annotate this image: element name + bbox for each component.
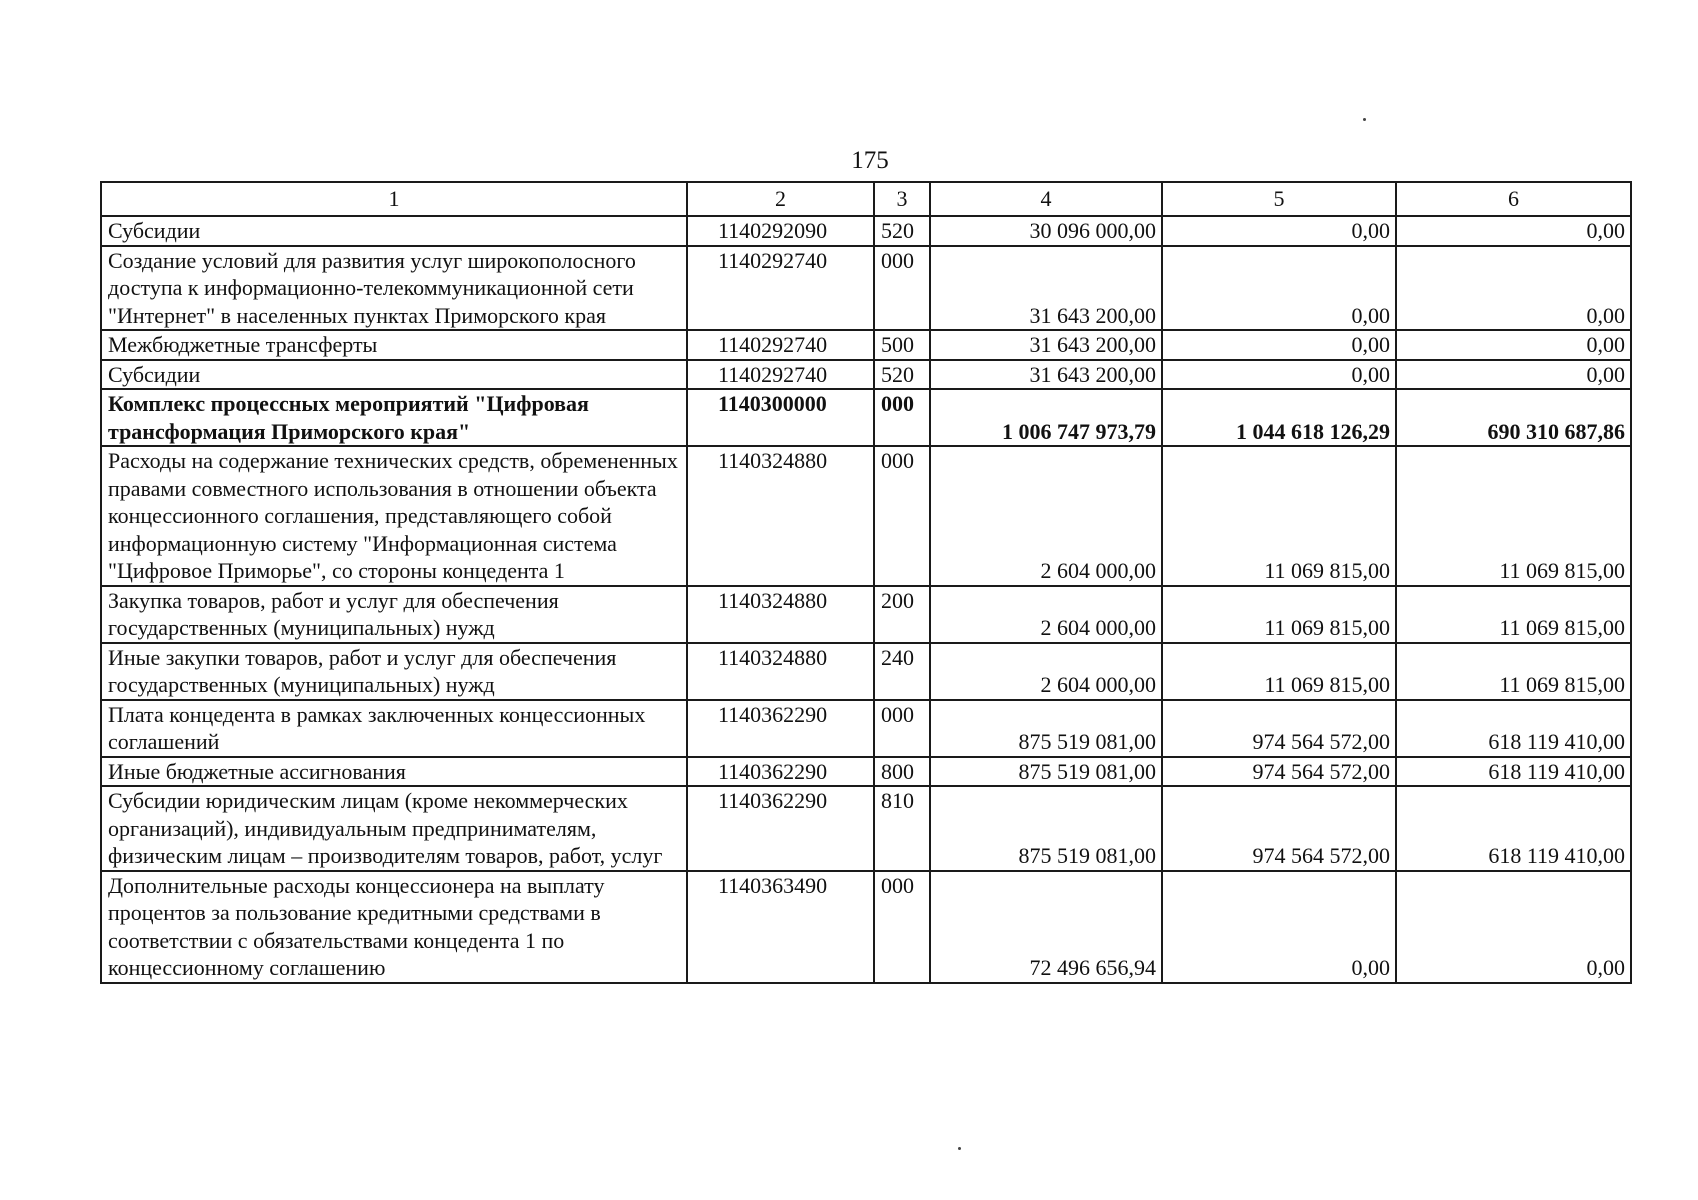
amount-col-6: 0,00 bbox=[1396, 360, 1631, 390]
expense-type-code: 000 bbox=[874, 246, 930, 331]
expense-type-code: 500 bbox=[874, 330, 930, 360]
expense-type-code: 520 bbox=[874, 216, 930, 246]
table-row bbox=[101, 246, 1631, 331]
expense-type-code: 000 bbox=[874, 700, 930, 757]
table-row bbox=[101, 446, 1631, 586]
table-row bbox=[101, 586, 1631, 643]
expense-name: Дополнительные расходы концессионера на выплату процентов за пользование кредитными средствами в соответствии с обязательствами концедента 1 по концессионному соглашению bbox=[101, 871, 687, 983]
amount-col-6: 11 069 815,00 bbox=[1396, 446, 1631, 586]
amount-col-4: 875 519 081,00 bbox=[930, 786, 1162, 871]
amount-col-6: 618 119 410,00 bbox=[1396, 786, 1631, 871]
amount-col-5: 11 069 815,00 bbox=[1162, 446, 1396, 586]
expense-name: Иные закупки товаров, работ и услуг для обеспечения государственных (муниципальных) нужд bbox=[101, 643, 687, 700]
column-number: 3 bbox=[874, 182, 930, 216]
amount-col-6: 0,00 bbox=[1396, 330, 1631, 360]
table-row bbox=[101, 216, 1631, 246]
expense-name: Создание условий для развития услуг широкополосного доступа к информационно-телекоммуникационной сети "Интернет" в населенных пунктах Приморского края bbox=[101, 246, 687, 331]
expense-type-code: 000 bbox=[874, 389, 930, 446]
scan-speck bbox=[958, 1147, 961, 1150]
expense-name: Иные бюджетные ассигнования bbox=[101, 757, 687, 787]
amount-col-4: 2 604 000,00 bbox=[930, 446, 1162, 586]
table-row bbox=[101, 786, 1631, 871]
expense-type-code: 200 bbox=[874, 586, 930, 643]
amount-col-4: 72 496 656,94 bbox=[930, 871, 1162, 983]
column-number: 2 bbox=[687, 182, 874, 216]
expense-name: Плата концедента в рамках заключенных концессионных соглашений bbox=[101, 700, 687, 757]
amount-col-6: 618 119 410,00 bbox=[1396, 700, 1631, 757]
amount-col-5: 0,00 bbox=[1162, 330, 1396, 360]
amount-col-5: 974 564 572,00 bbox=[1162, 786, 1396, 871]
table-row bbox=[101, 700, 1631, 757]
target-article-code: 1140300000 bbox=[687, 389, 874, 446]
expense-type-code: 000 bbox=[874, 871, 930, 983]
amount-col-4: 875 519 081,00 bbox=[930, 700, 1162, 757]
amount-col-5: 0,00 bbox=[1162, 871, 1396, 983]
budget-table-body bbox=[101, 182, 1631, 983]
target-article-code: 1140324880 bbox=[687, 446, 874, 586]
expense-type-code: 810 bbox=[874, 786, 930, 871]
table-row bbox=[101, 643, 1631, 700]
expense-type-code: 240 bbox=[874, 643, 930, 700]
expense-type-code: 000 bbox=[874, 446, 930, 586]
amount-col-5: 11 069 815,00 bbox=[1162, 643, 1396, 700]
expense-name: Закупка товаров, работ и услуг для обеспечения государственных (муниципальных) нужд bbox=[101, 586, 687, 643]
amount-col-6: 0,00 bbox=[1396, 871, 1631, 983]
column-number: 5 bbox=[1162, 182, 1396, 216]
target-article-code: 1140363490 bbox=[687, 871, 874, 983]
target-article-code: 1140324880 bbox=[687, 643, 874, 700]
amount-col-5: 974 564 572,00 bbox=[1162, 757, 1396, 787]
table-row bbox=[101, 389, 1631, 446]
amount-col-4: 875 519 081,00 bbox=[930, 757, 1162, 787]
table-row bbox=[101, 360, 1631, 390]
target-article-code: 1140292090 bbox=[687, 216, 874, 246]
amount-col-4: 31 643 200,00 bbox=[930, 330, 1162, 360]
column-number: 1 bbox=[101, 182, 687, 216]
expense-name: Субсидии bbox=[101, 360, 687, 390]
expense-name: Межбюджетные трансферты bbox=[101, 330, 687, 360]
table-row bbox=[101, 330, 1631, 360]
column-number: 6 bbox=[1396, 182, 1631, 216]
amount-col-4: 1 006 747 973,79 bbox=[930, 389, 1162, 446]
target-article-code: 1140324880 bbox=[687, 586, 874, 643]
amount-col-4: 30 096 000,00 bbox=[930, 216, 1162, 246]
amount-col-5: 0,00 bbox=[1162, 360, 1396, 390]
expense-name: Субсидии юридическим лицам (кроме некоммерческих организаций), индивидуальным предпринимателям, физическим лицам – производителям товаров, работ, услуг bbox=[101, 786, 687, 871]
expense-name: Субсидии bbox=[101, 216, 687, 246]
amount-col-6: 11 069 815,00 bbox=[1396, 586, 1631, 643]
target-article-code: 1140292740 bbox=[687, 360, 874, 390]
target-article-code: 1140362290 bbox=[687, 700, 874, 757]
expense-type-code: 800 bbox=[874, 757, 930, 787]
expense-name: Комплекс процессных мероприятий "Цифровая трансформация Приморского края" bbox=[101, 389, 687, 446]
target-article-code: 1140292740 bbox=[687, 330, 874, 360]
table-row bbox=[101, 757, 1631, 787]
scan-speck bbox=[1363, 118, 1366, 121]
page-number: 175 bbox=[851, 147, 889, 174]
amount-col-6: 618 119 410,00 bbox=[1396, 757, 1631, 787]
amount-col-6: 0,00 bbox=[1396, 216, 1631, 246]
amount-col-5: 0,00 bbox=[1162, 216, 1396, 246]
target-article-code: 1140292740 bbox=[687, 246, 874, 331]
amount-col-6: 690 310 687,86 bbox=[1396, 389, 1631, 446]
amount-col-5: 974 564 572,00 bbox=[1162, 700, 1396, 757]
budget-table bbox=[100, 181, 1632, 984]
target-article-code: 1140362290 bbox=[687, 757, 874, 787]
amount-col-4: 31 643 200,00 bbox=[930, 246, 1162, 331]
amount-col-5: 0,00 bbox=[1162, 246, 1396, 331]
column-number-row bbox=[101, 182, 1631, 216]
amount-col-6: 11 069 815,00 bbox=[1396, 643, 1631, 700]
amount-col-5: 11 069 815,00 bbox=[1162, 586, 1396, 643]
amount-col-4: 2 604 000,00 bbox=[930, 586, 1162, 643]
column-number: 4 bbox=[930, 182, 1162, 216]
expense-type-code: 520 bbox=[874, 360, 930, 390]
table-row bbox=[101, 871, 1631, 983]
amount-col-6: 0,00 bbox=[1396, 246, 1631, 331]
amount-col-4: 31 643 200,00 bbox=[930, 360, 1162, 390]
target-article-code: 1140362290 bbox=[687, 786, 874, 871]
expense-name: Расходы на содержание технических средств, обремененных правами совместного использования в отношении объекта концессионного соглашения, представляющего собой информационную систему "Информационная система "Цифровое Приморье", со стороны концедента 1 bbox=[101, 446, 687, 586]
amount-col-5: 1 044 618 126,29 bbox=[1162, 389, 1396, 446]
amount-col-4: 2 604 000,00 bbox=[930, 643, 1162, 700]
